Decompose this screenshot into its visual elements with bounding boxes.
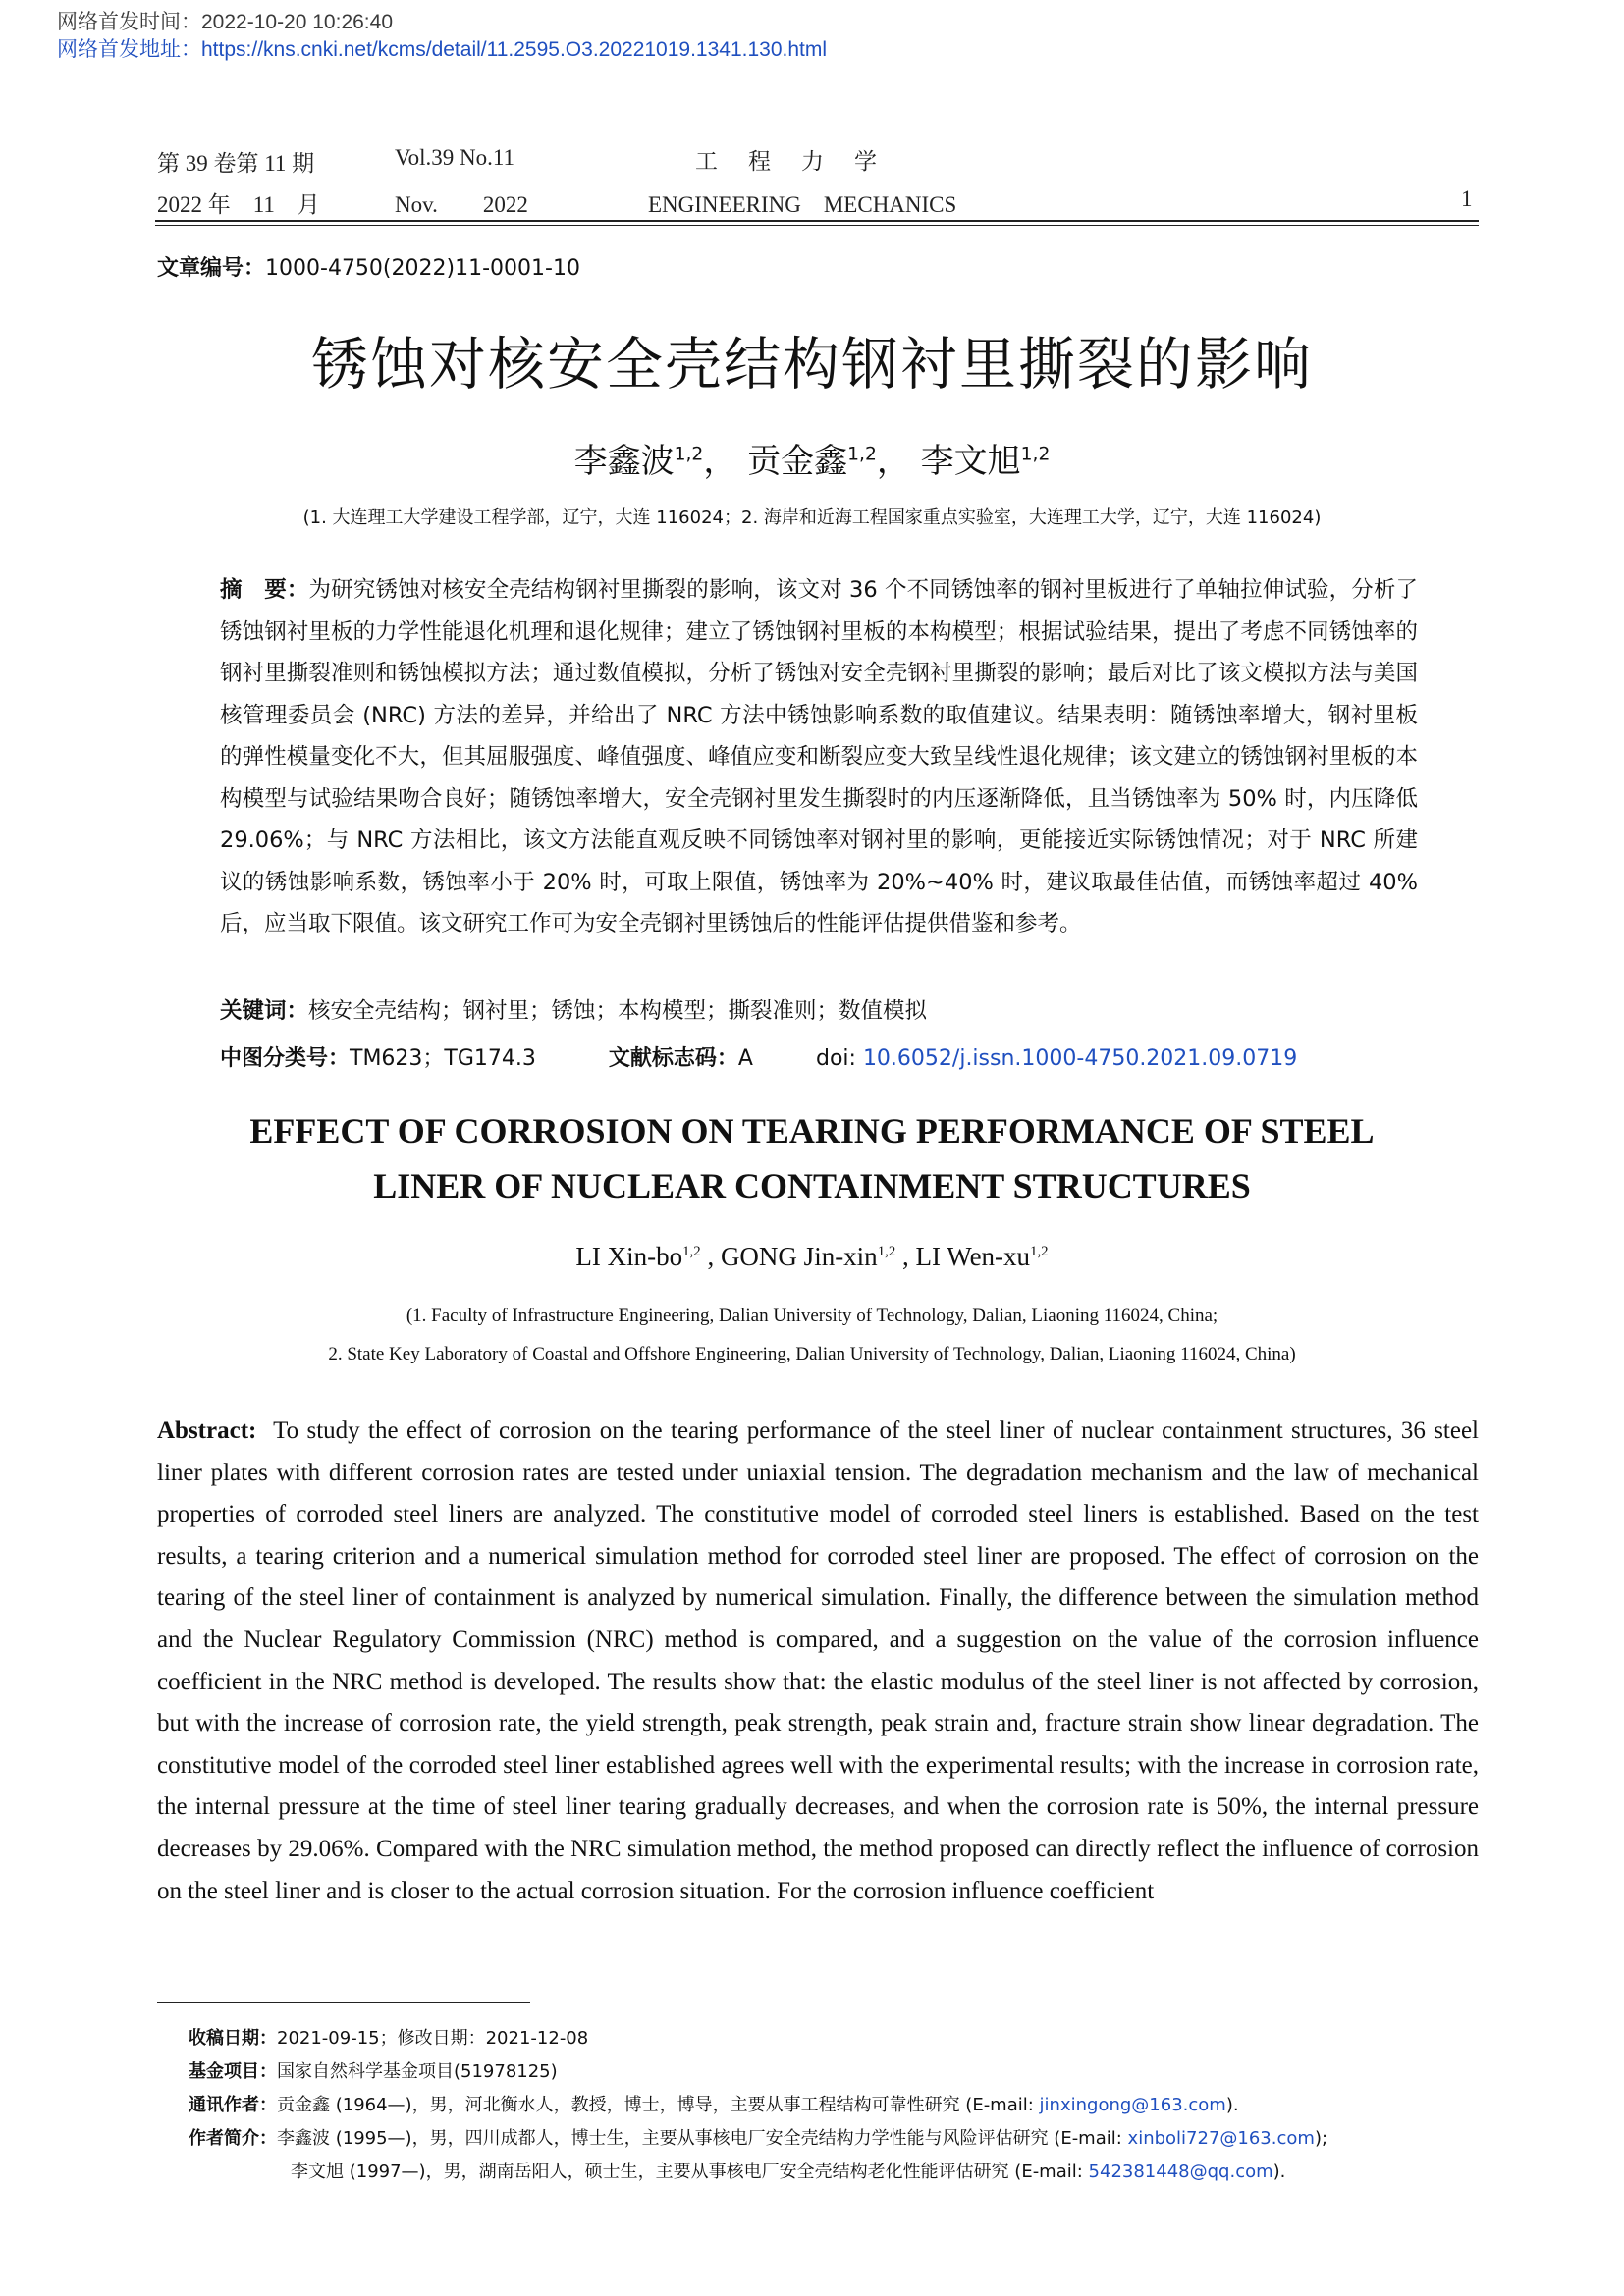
keywords-cn-label: 关键词： <box>220 998 309 1024</box>
publish-url-line <box>57 33 827 63</box>
received-label: 收稿日期： <box>189 2028 277 2049</box>
author-cn-sep: ， <box>876 442 910 481</box>
doi-link[interactable]: 10.6052/j.issn.1000-4750.2021.09.0719 <box>862 1046 1298 1071</box>
keywords-cn <box>220 993 927 1025</box>
header-rule <box>155 220 1479 222</box>
keywords-cn-text: 核安全壳结构；钢衬里；锈蚀；本构模型；撕裂准则；数值模拟 <box>308 998 928 1024</box>
corr-text: 贡金鑫 (1964—)，男，河北衡水人，教授，博士，博导，主要从事工程结构可靠性研究 (E-mail: <box>277 2095 1040 2115</box>
publish-time: 2022-10-20 10:26:40 <box>201 11 393 33</box>
publish-time-line <box>57 6 393 35</box>
corr-email-link[interactable]: jinxingong@163.com <box>1039 2095 1226 2115</box>
author-cn-3-affil: 1,2 <box>1020 444 1051 465</box>
doc-code-value: A <box>737 1046 753 1071</box>
footnote-received <box>189 2024 588 2050</box>
header-date-en: Nov. 2022 <box>395 192 528 217</box>
publish-url-link[interactable]: https://kns.cnki.net/kcms/detail/11.2595.O3.20221019.1341.130.html <box>201 38 828 61</box>
title-en <box>0 1103 1624 1213</box>
author-cn-2: 贡金鑫 <box>747 442 848 481</box>
author-en-1: LI Xin-bo <box>575 1242 683 1271</box>
publish-url-label: 网络首发地址： <box>57 38 201 61</box>
bio-2-close: ). <box>1272 2162 1286 2182</box>
author-en-sep: , <box>895 1242 916 1271</box>
affiliation-en-1: (1. Faculty of Infrastructure Engineering, Dalian University of Technology, Dalian, Liaoning 116024, China; <box>406 1306 1218 1326</box>
author-en-1-affil: 1,2 <box>682 1244 701 1259</box>
clc-value: TM623；TG174.3 <box>350 1046 536 1071</box>
fund-text: 国家自然科学基金项目(51978125) <box>277 2061 558 2082</box>
author-cn-3: 李文旭 <box>920 442 1021 481</box>
author-en-3-affil: 1,2 <box>1030 1244 1049 1259</box>
corr-close: ). <box>1225 2095 1239 2115</box>
abstract-en <box>157 1411 1479 1912</box>
author-cn-2-affil: 1,2 <box>847 444 877 465</box>
title-cn: 锈蚀对核安全壳结构钢衬里撕裂的影响 <box>310 331 1313 398</box>
footnote-bio-1 <box>189 2124 1327 2150</box>
bio-label: 作者简介： <box>189 2128 277 2149</box>
abstract-en-label: Abstract: <box>157 1417 257 1444</box>
abstract-cn-label: 摘 要： <box>220 577 309 603</box>
classification-line <box>220 1041 1297 1072</box>
author-en-2-affil: 1,2 <box>877 1244 896 1259</box>
footnote-fund <box>189 2057 558 2083</box>
bio-2-email-link[interactable]: 542381448@qq.com <box>1088 2162 1273 2182</box>
bio-1-close: ); <box>1314 2128 1328 2149</box>
doc-code-label: 文献标志码： <box>608 1046 738 1071</box>
bio-1-text: 李鑫波 (1995—)，男，四川成都人，博士生，主要从事核电厂安全壳结构力学性能与风险评估研究 (E-mail: <box>277 2128 1128 2149</box>
footnote-bio-2 <box>291 2158 1285 2183</box>
author-cn-sep: ， <box>703 442 737 481</box>
article-number-label: 文章编号： <box>157 256 266 281</box>
article-number-value: 1000-4750(2022)11-0001-10 <box>265 256 580 281</box>
abstract-en-text: To study the effect of corrosion on the tearing performance of the steel liner of nuclear containment structures, 36 steel liner plates with different corrosion rates are tested under uniaxial tension. The degradation mechanism and the law of mechanical properties of corroded steel liners are analyzed. The constitutive model of corroded steel liners is established. Based on the test results, a tearing criterion and a numerical simulation method for corroded steel liner are proposed. The effect of corrosion on the tearing of the steel liner of containment is analyzed by numerical simulation. Finally, the difference between the simulation method and the Nuclear Regulatory Commission (NRC) method is compared, and a suggestion on the value of the corrosion influence coefficient in the NRC method is developed. The results show that: the elastic modulus of the steel liner is not affected by corrosion, but with the increase of corrosion rate, the yield strength, peak strength, peak strain and, fracture strain show linear degradation. The constitutive model of the corroded steel liner established agrees well with the experimental results; with the increase in corrosion rate, the internal pressure at the time of steel liner tearing gradually decreases, and when the corrosion rate is 50%, the internal pressure decreases by 29.06%. Compared with the NRC simulation method, the method proposed can directly reflect the influence of corrosion on the steel liner and is closer to the actual corrosion situation. For the corrosion influence coefficient <box>157 1417 1480 1904</box>
header-page-number: 1 <box>1461 187 1473 211</box>
publish-time-label: 网络首发时间： <box>57 11 201 33</box>
title-en-line-2: LINER OF NUCLEAR CONTAINMENT STRUCTURES <box>373 1166 1251 1205</box>
authors-en <box>0 1242 1624 1272</box>
header-journal-cn: 工 程 力 学 <box>695 149 881 175</box>
header-journal-en: ENGINEERING MECHANICS <box>648 192 957 217</box>
header-rule-thin <box>155 225 1479 226</box>
footnote-corresponding <box>189 2091 1239 2116</box>
bio-1-email-link[interactable]: xinboli727@163.com <box>1127 2128 1315 2149</box>
author-cn-1: 李鑫波 <box>573 442 675 481</box>
corr-label: 通讯作者： <box>189 2095 277 2115</box>
received-date: 2021-09-15；修改日期：2021-12-08 <box>277 2028 589 2049</box>
bio-2-text: 李文旭 (1997—)，男，湖南岳阳人，硕士生，主要从事核电厂安全壳结构老化性能评估研究 (E-mail: <box>291 2162 1089 2182</box>
affiliation-en-2: 2. State Key Laboratory of Coastal and Offshore Engineering, Dalian University of Technology, Dalian, Liaoning 116024, China) <box>328 1344 1296 1364</box>
footnote-rule <box>157 2002 530 2003</box>
author-en-3: LI Wen-xu <box>915 1242 1031 1271</box>
article-number <box>157 251 580 282</box>
abstract-cn <box>220 569 1418 945</box>
title-en-line-1: EFFECT OF CORROSION ON TEARING PERFORMANCE OF STEEL <box>249 1111 1375 1150</box>
affiliation-cn: (1. 大连理工大学建设工程学部，辽宁，大连 116024；2. 海岸和近海工程国家重点实验室，大连理工大学，辽宁，大连 116024) <box>302 507 1322 528</box>
doi-label: doi: <box>815 1046 856 1071</box>
author-en-2: GONG Jin-xin <box>720 1242 878 1271</box>
fund-label: 基金项目： <box>189 2061 277 2082</box>
author-en-sep: , <box>700 1242 721 1271</box>
header-volume-cn: 第 39 卷第 11 期 <box>157 151 315 176</box>
header-volume-en: Vol.39 No.11 <box>395 145 515 170</box>
author-cn-1-affil: 1,2 <box>674 444 704 465</box>
clc-label: 中图分类号： <box>220 1046 351 1071</box>
abstract-cn-text: 为研究锈蚀对核安全壳结构钢衬里撕裂的影响，该文对 36 个不同锈蚀率的钢衬里板进行了单轴拉伸试验，分析了锈蚀钢衬里板的力学性能退化机理和退化规律；建立了锈蚀钢衬里板的本构模型；根据试验结果，提出了考虑不同锈蚀率的钢衬里撕裂准则和锈蚀模拟方法；通过数值模拟，分析了锈蚀对安全壳钢衬里撕裂的影响；最后对比了该文模拟方法与美国核管理委员会 (NRC) 方法的差异，并给出了 NRC 方法中锈蚀影响系数的取值建议。结果表明：随锈蚀率增大，钢衬里板的弹性模量变化不大，但其屈服强度、峰值强度、峰值应变和断裂应变大致呈线性退化规律；该文建立的锈蚀钢衬里板的本构模型与试验结果吻合良好；随锈蚀率增大，安全壳钢衬里发生撕裂时的内压逐渐降低，且当锈蚀率为 50% 时，内压降低 29.06%；与 NRC 方法相比，该文方法能直观反映不同锈蚀率对钢衬里的影响，更能接近实际锈蚀情况；对于 NRC 所建议的锈蚀影响系数，锈蚀率小于 20% 时，可取上限值，锈蚀率为 20%~40% 时，建议取最佳估值，而锈蚀率超过 40% 后，应当取下限值。该文研究工作可为安全壳钢衬里锈蚀后的性能评估提供借鉴和参考。 <box>220 577 1418 936</box>
authors-cn <box>0 434 1624 482</box>
header-date-cn: 2022 年 11 月 <box>157 192 320 217</box>
